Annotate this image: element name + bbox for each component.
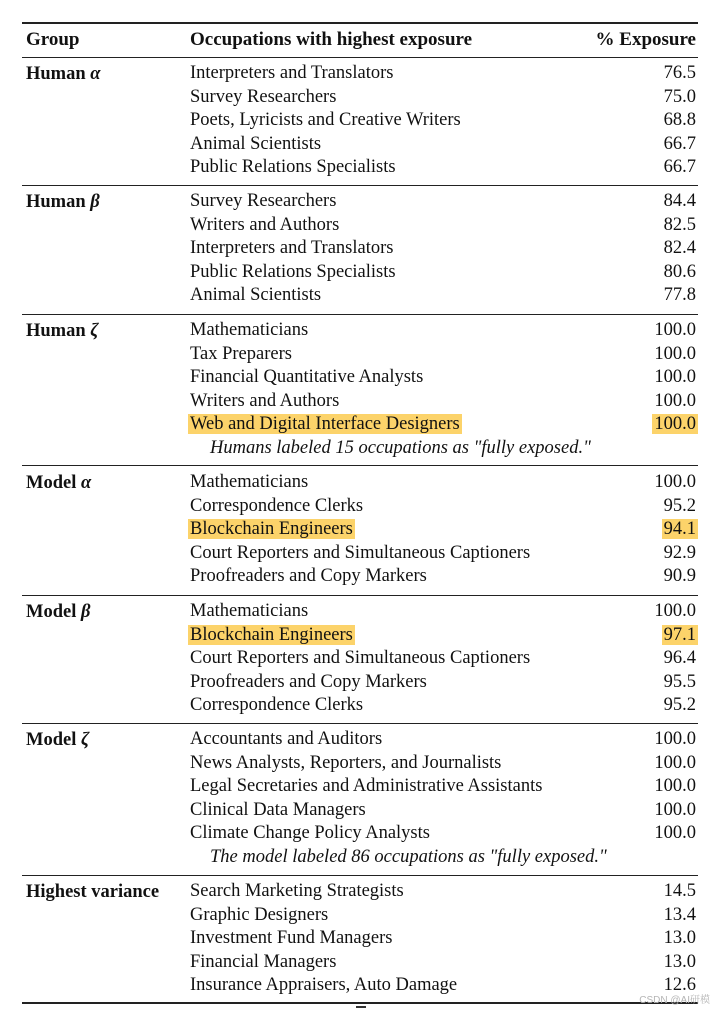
exposure-cell	[654, 752, 696, 776]
exposure-value: 82.5	[663, 214, 696, 235]
exposure-value: 95.2	[663, 695, 696, 716]
exposure-cell	[664, 261, 696, 285]
occupation-text: Web and Digital Interface Designers	[190, 414, 460, 435]
occupation-text: Animal Scientists	[190, 133, 322, 154]
exposure-cell	[664, 904, 696, 928]
occupation-cell	[190, 974, 457, 998]
occupation-cell	[190, 86, 336, 110]
exposure-value: 75.0	[663, 86, 696, 107]
exposure-cell	[664, 156, 696, 180]
occupation-cell	[190, 542, 530, 566]
occupation-cell	[190, 390, 339, 414]
group-name-base: Model	[26, 730, 77, 750]
exposure-cell	[654, 319, 696, 343]
group-name	[26, 62, 101, 86]
exposure-cell	[652, 413, 696, 437]
occupation-text: Graphic Designers	[190, 904, 329, 925]
exposure-cell	[664, 86, 696, 110]
group-name-symbol: ζ	[80, 730, 90, 750]
occupation-text: Investment Fund Managers	[190, 928, 393, 949]
exposure-value: 68.8	[663, 110, 696, 131]
exposure-value: 96.4	[663, 648, 696, 669]
occupation-text: Mathematicians	[190, 472, 309, 492]
exposure-value: 76.5	[663, 63, 696, 83]
exposure-value: 80.6	[663, 261, 696, 282]
exposure-cell	[664, 565, 696, 589]
group-name-symbol: ζ	[90, 321, 99, 341]
top-rule	[22, 22, 698, 24]
occupation-cell	[190, 237, 393, 261]
occupation-text: Blockchain Engineers	[190, 519, 353, 540]
header-group: Group	[26, 29, 80, 50]
group-separator	[22, 723, 698, 724]
exposure-value: 90.9	[663, 566, 696, 587]
occupation-cell	[190, 156, 396, 180]
occupation-cell	[190, 133, 321, 157]
exposure-value: 92.9	[663, 542, 696, 563]
occupation-text: Writers and Authors	[190, 214, 340, 235]
occupation-cell	[190, 600, 308, 624]
exposure-value: 100.0	[654, 472, 696, 492]
exposure-value: 82.4	[663, 238, 696, 259]
exposure-value: 100.0	[654, 343, 696, 364]
occupation-cell	[190, 927, 392, 951]
group-name	[26, 471, 91, 495]
exposure-cell	[654, 471, 696, 495]
exposure-value: 95.2	[663, 495, 696, 516]
occupation-cell	[190, 694, 363, 718]
group-name-base: Human	[26, 192, 86, 212]
exposure-value: 100.0	[654, 823, 696, 844]
occupation-text: Correspondence Clerks	[190, 695, 364, 716]
occupation-text: Public Relations Specialists	[190, 261, 396, 282]
occupation-cell	[190, 624, 355, 648]
group-note: Humans labeled 15 occupations as "fully exposed."	[210, 438, 591, 458]
exposure-value: 12.6	[663, 975, 696, 996]
occupation-cell	[190, 284, 321, 308]
occupation-text: Insurance Appraisers, Auto Damage	[190, 975, 458, 996]
occupation-text: Financial Quantitative Analysts	[190, 367, 424, 388]
exposure-cell	[654, 600, 696, 624]
group-name	[26, 600, 90, 624]
occupation-cell	[190, 880, 404, 904]
occupation-text: Interpreters and Translators	[190, 238, 394, 259]
occupation-text: Interpreters and Translators	[190, 63, 394, 83]
exposure-value: 84.4	[663, 191, 696, 211]
group-note: The model labeled 86 occupations as "fully exposed."	[210, 847, 607, 867]
exposure-cell	[664, 190, 696, 214]
exposure-cell	[664, 927, 696, 951]
occupation-cell	[190, 62, 393, 86]
occupation-text: Blockchain Engineers	[190, 624, 353, 645]
group-name-base: Model	[26, 602, 77, 622]
exposure-value: 100.0	[654, 390, 696, 411]
occupation-text: Proofreaders and Copy Markers	[190, 566, 427, 587]
exposure-value: 100.0	[654, 320, 696, 340]
exposure-value: 100.0	[654, 414, 696, 435]
occupation-text: Writers and Authors	[190, 390, 340, 411]
occupation-cell	[190, 495, 363, 519]
occupation-cell	[190, 190, 336, 214]
exposure-value: 100.0	[654, 799, 696, 820]
exposure-value: 77.8	[663, 285, 696, 306]
exposure-cell	[664, 880, 696, 904]
bottom-mark	[356, 1006, 366, 1008]
occupation-cell	[190, 671, 427, 695]
occupation-cell	[190, 822, 430, 846]
exposure-cell	[654, 728, 696, 752]
header-rule	[22, 57, 698, 58]
exposure-value: 97.1	[663, 624, 696, 645]
group-separator	[22, 465, 698, 466]
occupation-cell	[190, 647, 530, 671]
exposure-value: 13.0	[663, 928, 696, 949]
exposure-value: 13.0	[663, 951, 696, 972]
exposure-cell	[664, 284, 696, 308]
exposure-cell	[654, 390, 696, 414]
group-name-symbol: α	[90, 64, 101, 84]
exposure-cell	[662, 518, 696, 542]
exposure-cell	[664, 647, 696, 671]
exposure-cell	[654, 775, 696, 799]
group-name-base: Human	[26, 321, 86, 341]
exposure-cell	[664, 495, 696, 519]
occupation-text: Accountants and Auditors	[190, 729, 383, 749]
occupation-cell	[190, 343, 292, 367]
occupation-text: Tax Preparers	[190, 343, 292, 364]
occupation-text: Clinical Data Managers	[190, 799, 366, 820]
header-occupations: Occupations with highest exposure	[190, 29, 473, 50]
occupation-cell	[190, 109, 461, 133]
bottom-rule	[22, 1002, 698, 1004]
group-name	[26, 728, 89, 752]
exposure-value: 14.5	[663, 881, 696, 901]
occupation-cell	[190, 413, 462, 437]
occupation-cell	[190, 319, 308, 343]
group-name-base: Highest variance	[26, 882, 160, 902]
exposure-value: 100.0	[654, 601, 696, 621]
occupation-text: Court Reporters and Simultaneous Captioners	[190, 648, 531, 669]
exposure-cell	[654, 822, 696, 846]
occupation-cell	[190, 366, 423, 390]
occupation-cell	[190, 951, 336, 975]
occupation-text: Poets, Lyricists and Creative Writers	[190, 110, 461, 131]
occupation-cell	[190, 799, 366, 823]
occupation-text: Proofreaders and Copy Markers	[190, 671, 427, 692]
exposure-value: 66.7	[663, 133, 696, 154]
exposure-value: 100.0	[654, 776, 696, 797]
group-name-symbol: β	[90, 192, 100, 212]
occupation-text: Search Marketing Strategists	[190, 881, 404, 901]
exposure-cell	[664, 542, 696, 566]
group-name-symbol: β	[80, 602, 91, 622]
exposure-value: 100.0	[654, 729, 696, 749]
exposure-cell	[662, 624, 696, 648]
exposure-cell	[664, 237, 696, 261]
exposure-cell	[654, 343, 696, 367]
occupation-text: News Analysts, Reporters, and Journalists	[190, 752, 502, 773]
exposure-value: 13.4	[663, 904, 696, 925]
occupation-cell	[190, 728, 382, 752]
group-name	[26, 190, 100, 214]
occupation-text: Correspondence Clerks	[190, 495, 364, 516]
occupation-cell	[190, 904, 328, 928]
occupation-text: Climate Change Policy Analysts	[190, 823, 430, 844]
occupation-cell	[190, 775, 542, 799]
exposure-cell	[664, 671, 696, 695]
watermark: CSDN @AI研模	[639, 995, 710, 1006]
occupation-text: Public Relations Specialists	[190, 157, 396, 178]
exposure-value: 95.5	[663, 671, 696, 692]
occupation-cell	[190, 471, 308, 495]
exposure-value: 94.1	[663, 519, 696, 540]
exposure-cell	[664, 109, 696, 133]
occupation-cell	[190, 565, 427, 589]
occupation-cell	[190, 518, 355, 542]
header-exposure: % Exposure	[595, 29, 696, 50]
exposure-value: 100.0	[654, 367, 696, 388]
group-separator	[22, 185, 698, 186]
group-separator	[22, 875, 698, 876]
occupation-cell	[190, 752, 501, 776]
group-name-symbol: α	[80, 473, 92, 493]
group-name-base: Model	[26, 473, 77, 493]
group-name-base: Human	[26, 64, 86, 84]
group-name	[26, 319, 98, 343]
occupation-text: Financial Managers	[190, 951, 337, 972]
exposure-cell	[664, 951, 696, 975]
occupation-text: Court Reporters and Simultaneous Captioners	[190, 542, 531, 563]
occupation-text: Animal Scientists	[190, 285, 322, 306]
exposure-cell	[664, 62, 696, 86]
occupation-text: Mathematicians	[190, 601, 309, 621]
group-name	[26, 880, 159, 904]
occupation-cell	[190, 214, 339, 238]
occupation-cell	[190, 261, 396, 285]
exposure-cell	[664, 694, 696, 718]
exposure-cell	[664, 133, 696, 157]
exposure-value: 66.7	[663, 157, 696, 178]
group-separator	[22, 314, 698, 315]
exposure-cell	[654, 366, 696, 390]
group-separator	[22, 595, 698, 596]
exposure-value: 100.0	[654, 752, 696, 773]
occupation-text: Mathematicians	[190, 320, 309, 340]
exposure-cell	[664, 214, 696, 238]
occupation-text: Legal Secretaries and Administrative Assistants	[190, 776, 543, 797]
occupation-text: Survey Researchers	[190, 191, 337, 211]
occupation-text: Survey Researchers	[190, 86, 337, 107]
exposure-cell	[654, 799, 696, 823]
